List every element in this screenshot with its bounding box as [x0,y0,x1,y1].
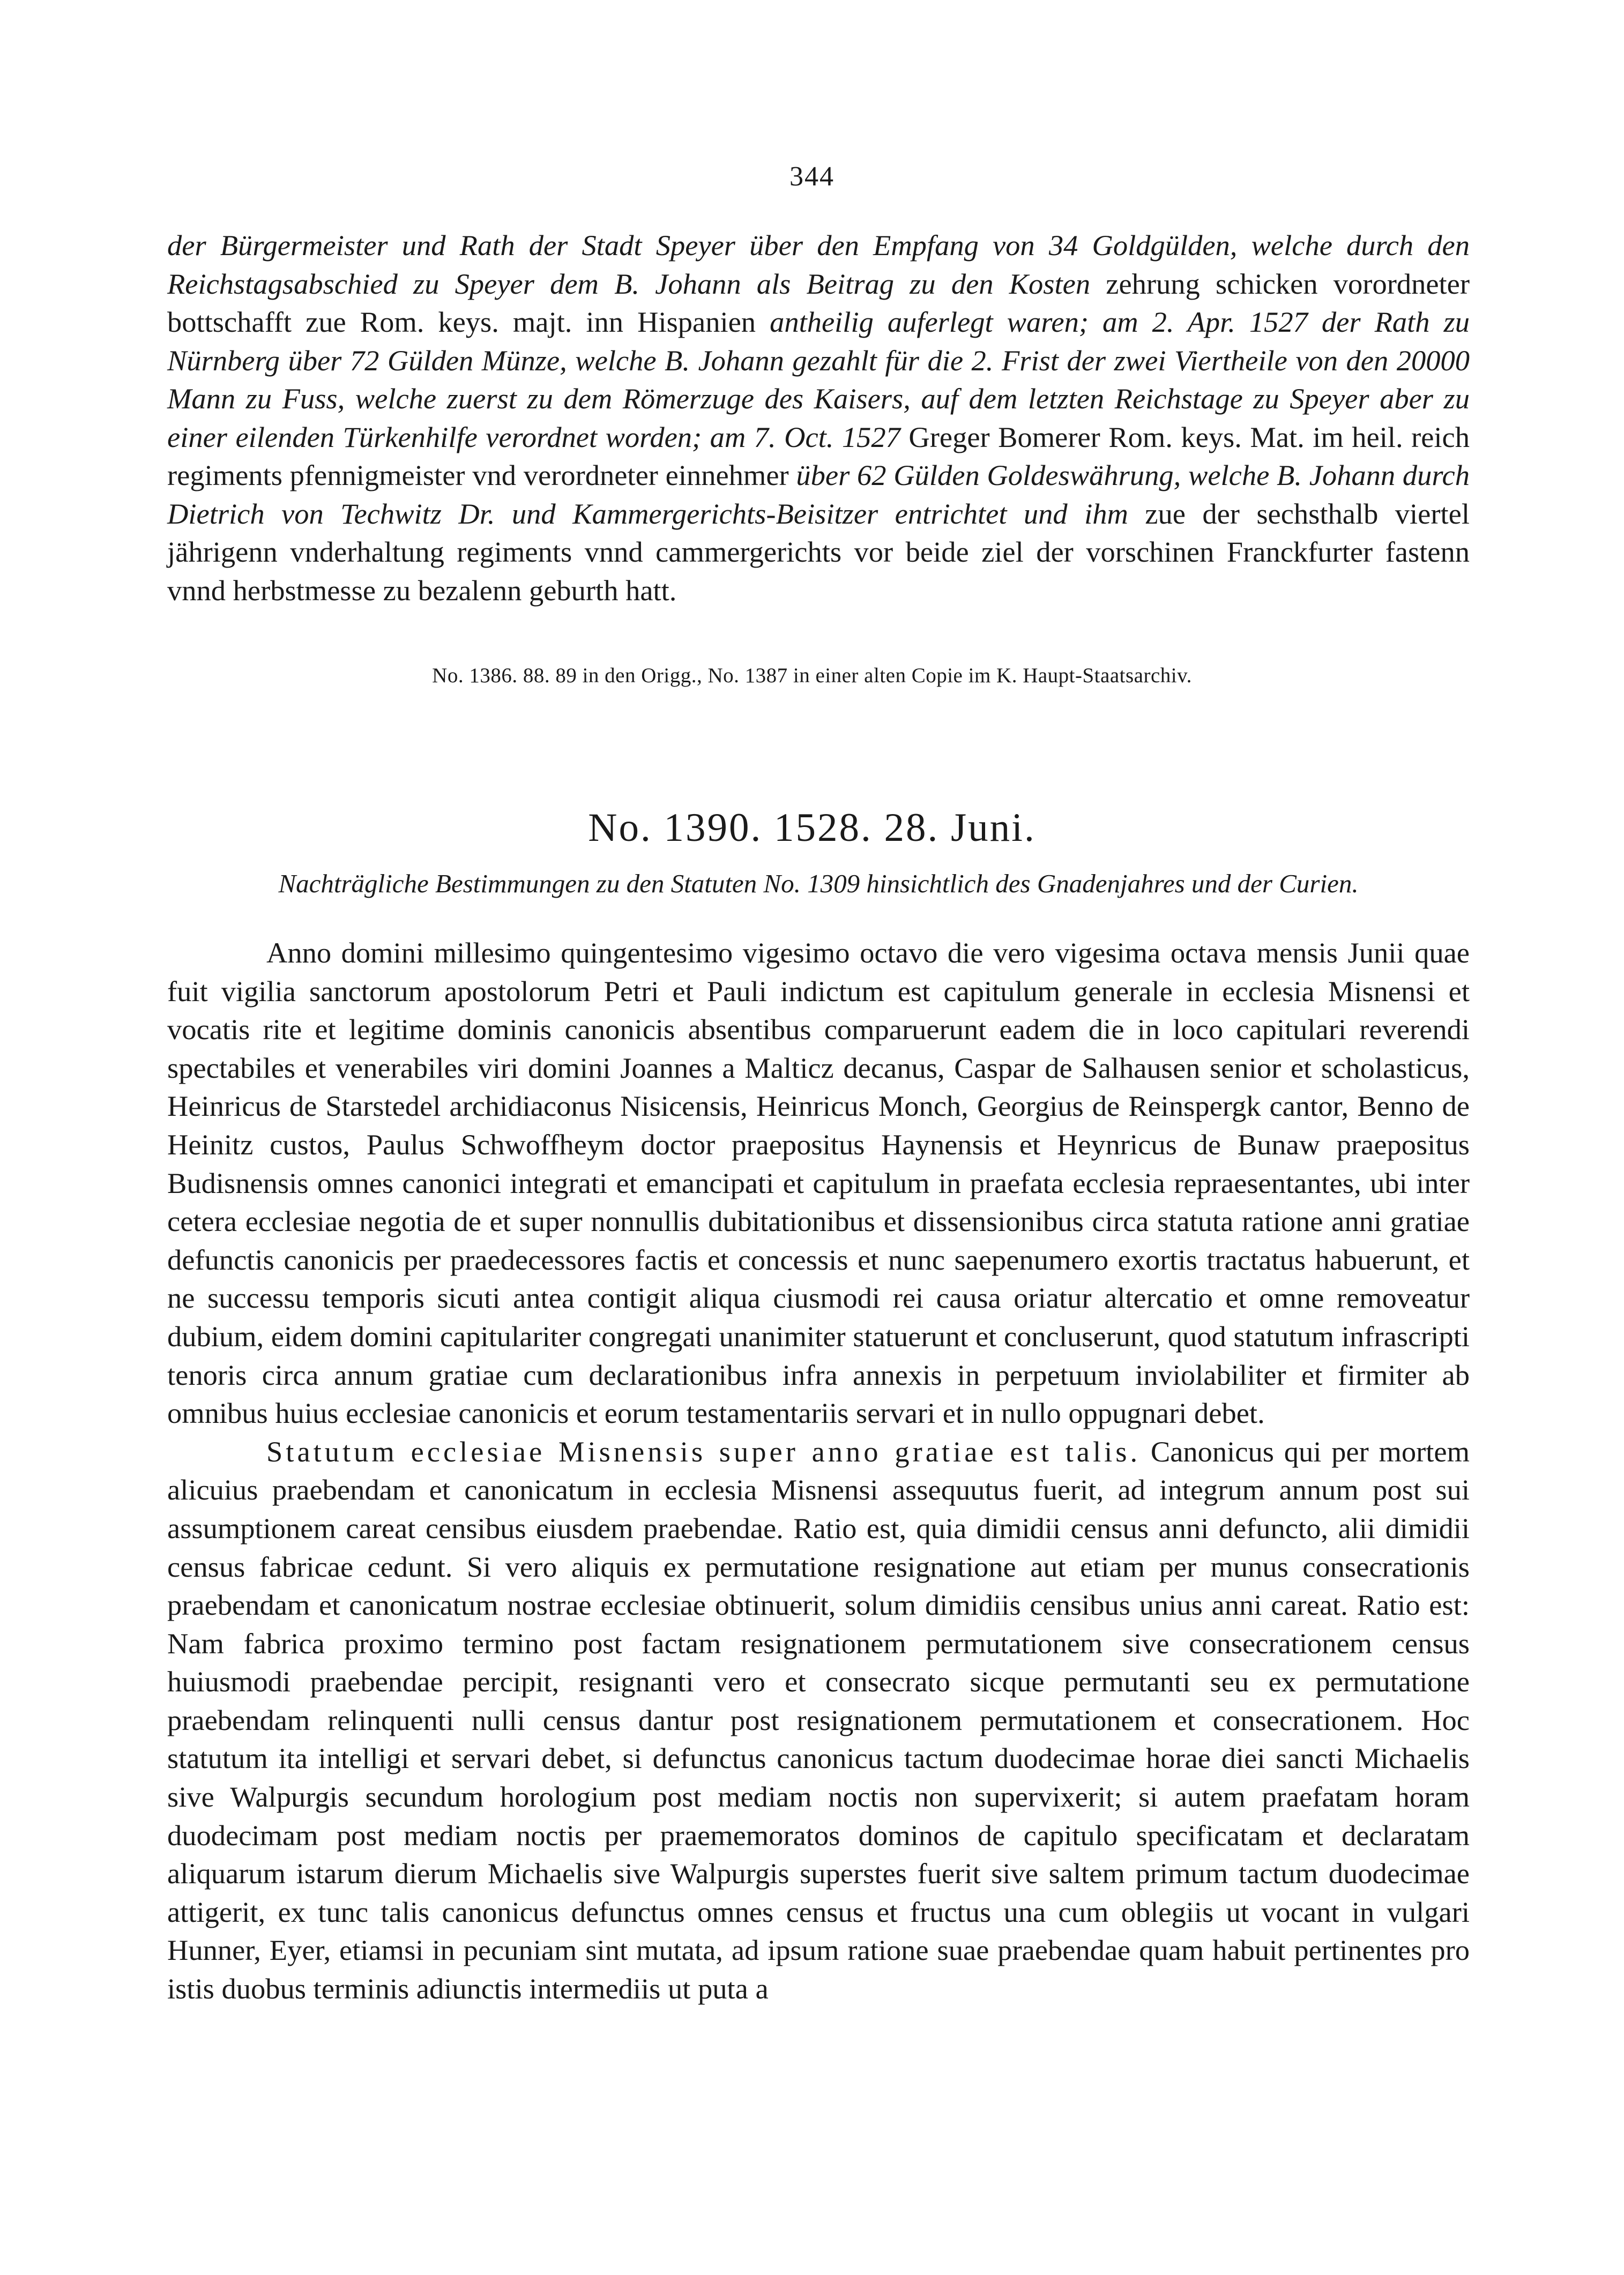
text-segment-quote: zehrung schicken vorordneter bottschafft zue Rom. keys. majt. inn Hispanien [167,267,1470,338]
text-segment-italic: antheilig auferlegt waren; am 2. Apr. 1527 der Rath zu Nürnberg über 72 Gülden Münze, welche B. Johann gezahlt für die 2. Frist der zwei Viertheile von den 20000 Mann zu Fuss, welche zuerst zu dem Römerzuge des Kaisers, auf dem letzten Reichstage zu Speyer aber zu einer eilenden Türkenhilfe verordnet worden; am 7. Oct. 1527 [167,305,1470,453]
body-paragraph-1: Anno domini millesimo quingentesimo vigesimo octavo die vero vigesima octava mensis Junii quae fuit vigilia sanctorum apostolorum Petri et Pauli indictum est capitulum generale in ecclesia Misnensi et vocatis rite et legitime dominis canonicis absentibus comparuerunt eadem die in loco capitulari reverendi spectabiles et venerabiles viri domini Joannes a Malticz decanus, Caspar de Salhausen senior et scholasticus, Heinricus de Starstedel archidiaconus Nisicensis, Heinricus Monch, Georgius de Reinspergk cantor, Benno de Heinitz custos, Paulus Schwoffheym doctor praepositus Haynensis et Heynricus de Bunaw praepositus Budisnensis omnes canonici integrati et emancipati et capitulum in praefata ecclesia repraesentantes, ubi inter cetera ecclesiae negotia de et super nonnullis dubitationibus et dissensionibus circa statuta ratione anni gratiae defunctis canonicis per praedecessores factis et concessis et nunc saepenumero exortis tractatus habuerunt, et ne successu temporis sicuti antea contigit aliqua ciusmodi rei causa oriatur altercatio et omne removeatur dubium, eidem domini capitulariter congregati unanimiter statuerunt et concluserunt, quod statutum infrascripti tenoris circa annum gratiae cum declarationibus infra annexis in perpetuum inviolabiliter et firmiter ab omnibus huius ecclesiae canonicis et eorum testamentariis servari et in nullo oppugnari debet. [167,936,1470,1430]
text-segment-quote: Greger Bomerer Rom. keys. Mat. im heil. reich regiments pfennigmeister vnd verordneter einnehmer [167,420,1470,491]
document-body [167,934,1470,2008]
source-note: No. 1386. 88. 89 in den Origg., No. 1387 in einer alten Copie im K. Haupt-Staatsarchiv. [432,664,1192,687]
text-segment-italic: der Bürgermeister und Rath der Stadt Speyer über den Empfang von 34 Goldgülden, welche durch den Reichstagsabschied zu Speyer dem B. Johann als Beitrag zu den Kosten [167,229,1470,300]
page-number: 344 [789,161,835,192]
statute-text: Canonicus qui per mortem alicuius praebendam et canonicatum in ecclesia Misnensi assequutus fuerit, ad integrum annum post sui assumptionem careat censibus eiusdem praebendae. Ratio est, quia dimidii census anni defuncto, alii dimidii census fabricae cedunt. Si vero aliquis ex permutatione resignatione aut etiam per munus consecrationis praebendam et canonicatum nostrae ecclesiae obtinuerit, solum dimidiis censibus unius anni careat. Ratio est: Nam fabrica proximo termino post factam resignationem permutationem sive consecrationem census huiusmodi praebendae percipit, resignanti vero et consecrato sicque permutanti seu ex permutatione praebendam relinquenti nulli census dantur post resignationem permutationem et consecrationem. Hoc statutum ita intelligi et servari debet, si defunctus canonicus tactum duodecimae horae diei sancti Michaelis sive Walpurgis secundum horologium post mediam noctis non supervixerit; si autem praefatam horam duodecimam post mediam noctis per praememoratos dominos de capitulo specificatam et declaratam aliquarum istarum dierum Michaelis sive Walpurgis superstes fuerit sive saltem primum tactum duodecimae attigerit, ex tunc talis canonicus defunctus omnes census et fructus una cum oblegiis ut vocant in vulgari Hunner, Eyer, etiamsi in pecuniam sint mutata, ad ipsum ratione suae praebendae quam habuit pertinentes pro istis duobus terminis adiunctis intermediis ut puta a [167,1435,1470,2005]
document-subtitle: Nachträgliche Bestimmungen zu den Statuten No. 1309 hinsichtlich des Gnadenjahres und der Curien. [278,869,1359,898]
document-heading: No. 1390. 1528. 28. Juni. [588,805,1036,850]
body-paragraph-2 [167,1433,1470,2008]
text-segment-italic: über 62 Gülden Goldeswährung, welche B. Johann durch Dietrich von Techwitz Dr. und Kammergerichts-Beisitzer entrichtet und ihm [167,459,1470,530]
continuation-text [167,226,1470,609]
statute-lead-in: Statutum ecclesiae Misnensis super anno gratiae est talis. [266,1435,1141,1468]
text-segment-quote: zue der sechsthalb viertel jährigenn vnderhaltung regiments vnnd cammergerichts vor beide ziel der vorschinen Franckfurter fastenn vnnd herbstmesse zu bezalenn geburth hatt. [167,497,1470,607]
